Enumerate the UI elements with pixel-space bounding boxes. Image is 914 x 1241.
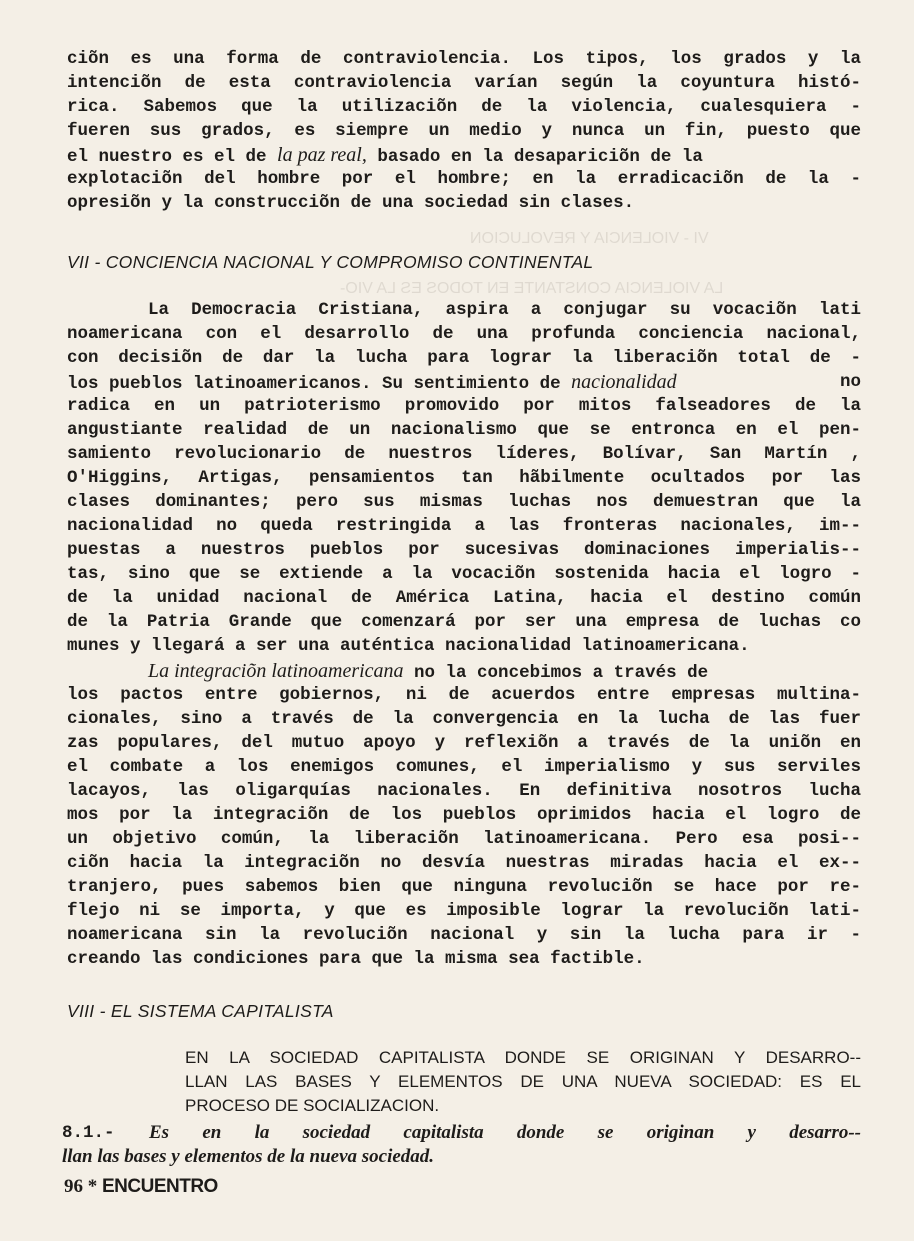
- page-number: 96: [64, 1176, 83, 1197]
- item-8-1: [62, 1121, 861, 1169]
- emphasis-text: nacionalidad: [571, 371, 677, 393]
- text-line: La integraciõn latinoamericana no la concebimos a través de: [148, 660, 709, 683]
- text-line: con decisiõn de dar la lucha para lograr la liberaciõn total de -: [67, 348, 861, 368]
- text-line: lacayos, las oligarquías nacionales. En definitiva nosotros lucha: [67, 781, 861, 801]
- text-line: La Democracia Cristiana, aspira a conjugar su vocaciõn lati: [148, 300, 861, 320]
- item-text-line: Es en la sociedad capitalista donde se originan y desarro--: [149, 1122, 861, 1143]
- text-line: noamericana sin la revoluciõn nacional y sin la lucha para ir -: [67, 925, 861, 945]
- summary-line: PROCESO DE SOCIALIZACION.: [185, 1096, 440, 1115]
- text-line: angustiante realidad de un nacionalismo que se entronca en el pen-: [67, 420, 861, 440]
- item-number: 8.1.-: [62, 1123, 115, 1143]
- text-line: el combate a los enemigos comunes, el imperialismo y sus serviles: [67, 757, 861, 777]
- text-line: tas, sino que se extiende a la vocaciõn sostenida hacia el logro -: [67, 564, 861, 584]
- text-line: nacionalidad no queda restringida a las fronteras nacionales, im--: [67, 516, 861, 536]
- text-line: de la unidad nacional de América Latina, hacia el destino común: [67, 588, 861, 608]
- text-line: O'Higgins, Artigas, pensamientos tan hãbilmente ocultados por las: [67, 468, 861, 488]
- bleed-through-text: LA VIOLENCIA CONSTANTE EN TODOS ES LA VIO-: [340, 280, 724, 297]
- text-line: un objetivo común, la liberaciõn latinoamericana. Pero esa posi--: [67, 829, 861, 849]
- text-line: los pactos entre gobiernos, ni de acuerdos entre empresas multina-: [67, 685, 861, 705]
- text-line: cionales, sino a través de la convergencia en la lucha de las fuer: [67, 709, 861, 729]
- section-heading: VIII - EL SISTEMA CAPITALISTA: [67, 1001, 334, 1021]
- text-line: explotaciõn del hombre por el hombre; en la erradicaciõn de la -: [67, 169, 861, 189]
- text-line: radica en un patrioterismo promovido por mitos falseadores de la: [67, 396, 861, 416]
- footer-separator: *: [87, 1176, 98, 1197]
- text-line: clases dominantes; pero sus mismas luchas nos demuestran que la: [67, 492, 861, 512]
- emphasis-text: la paz real,: [277, 144, 367, 166]
- section8-summary: [185, 1046, 861, 1118]
- text-line: rica. Sabemos que la utilizaciõn de la violencia, cualesquiera -: [67, 97, 861, 117]
- text-line: ciõn es una forma de contraviolencia. Los tipos, los grados y la: [67, 49, 861, 69]
- text-line: fueren sus grados, es siempre un medio y nunca un fin, puesto que: [67, 121, 861, 141]
- text-line: noamericana con el desarrollo de una profunda conciencia nacional,: [67, 324, 861, 344]
- text-line: zas populares, del mutuo apoyo y reflexiõn a través de la uniõn en: [67, 733, 861, 753]
- text-line: puestas a nuestros pueblos por sucesivas dominaciones imperialis--: [67, 540, 861, 560]
- text-line: creando las condiciones para que la misma sea factible.: [67, 949, 645, 969]
- text-line: samiento revolucionario de nuestros líderes, Bolívar, San Martín ,: [67, 444, 861, 464]
- publication-name: ENCUENTRO: [102, 1176, 218, 1197]
- text-line: el nuestro es el de la paz real, basado en la desapariciõn de la: [67, 144, 703, 167]
- item-text-line: llan las bases y elementos de la nueva sociedad.: [62, 1146, 435, 1167]
- text-line: mos por la integraciõn de los pueblos oprimidos hacia el logro de: [67, 805, 861, 825]
- text-line: los pueblos latinoamericanos. Su sentimiento de nacionalidad no: [67, 371, 861, 394]
- text-line: de la Patria Grande que comenzará por ser una empresa de luchas co: [67, 612, 861, 632]
- text-line: munes y llegará a ser una auténtica nacionalidad latinoamericana.: [67, 636, 750, 656]
- text-line: ciõn hacia la integraciõn no desvía nuestras miradas hacia el ex--: [67, 853, 861, 873]
- emphasis-text: La integraciõn latinoamericana: [148, 660, 404, 682]
- page-footer: [64, 1176, 218, 1198]
- text-line: tranjero, pues sabemos bien que ninguna revoluciõn se hace por re-: [67, 877, 861, 897]
- bleed-through-text: VI - VIOLENCIA Y REVOLUCION: [470, 230, 709, 247]
- summary-line: LLAN LAS BASES Y ELEMENTOS DE UNA NUEVA SOCIEDAD: ES EL: [185, 1072, 861, 1091]
- text-line: intenciõn de esta contraviolencia varían según la coyuntura histó-: [67, 73, 861, 93]
- text-line: flejo ni se importa, y que es imposible lograr la revoluciõn lati-: [67, 901, 861, 921]
- summary-line: EN LA SOCIEDAD CAPITALISTA DONDE SE ORIGINAN Y DESARRO--: [185, 1048, 861, 1067]
- text-line: opresiõn y la construcciõn de una sociedad sin clases.: [67, 193, 635, 213]
- section-heading: VII - CONCIENCIA NACIONAL Y COMPROMISO CONTINENTAL: [67, 252, 594, 272]
